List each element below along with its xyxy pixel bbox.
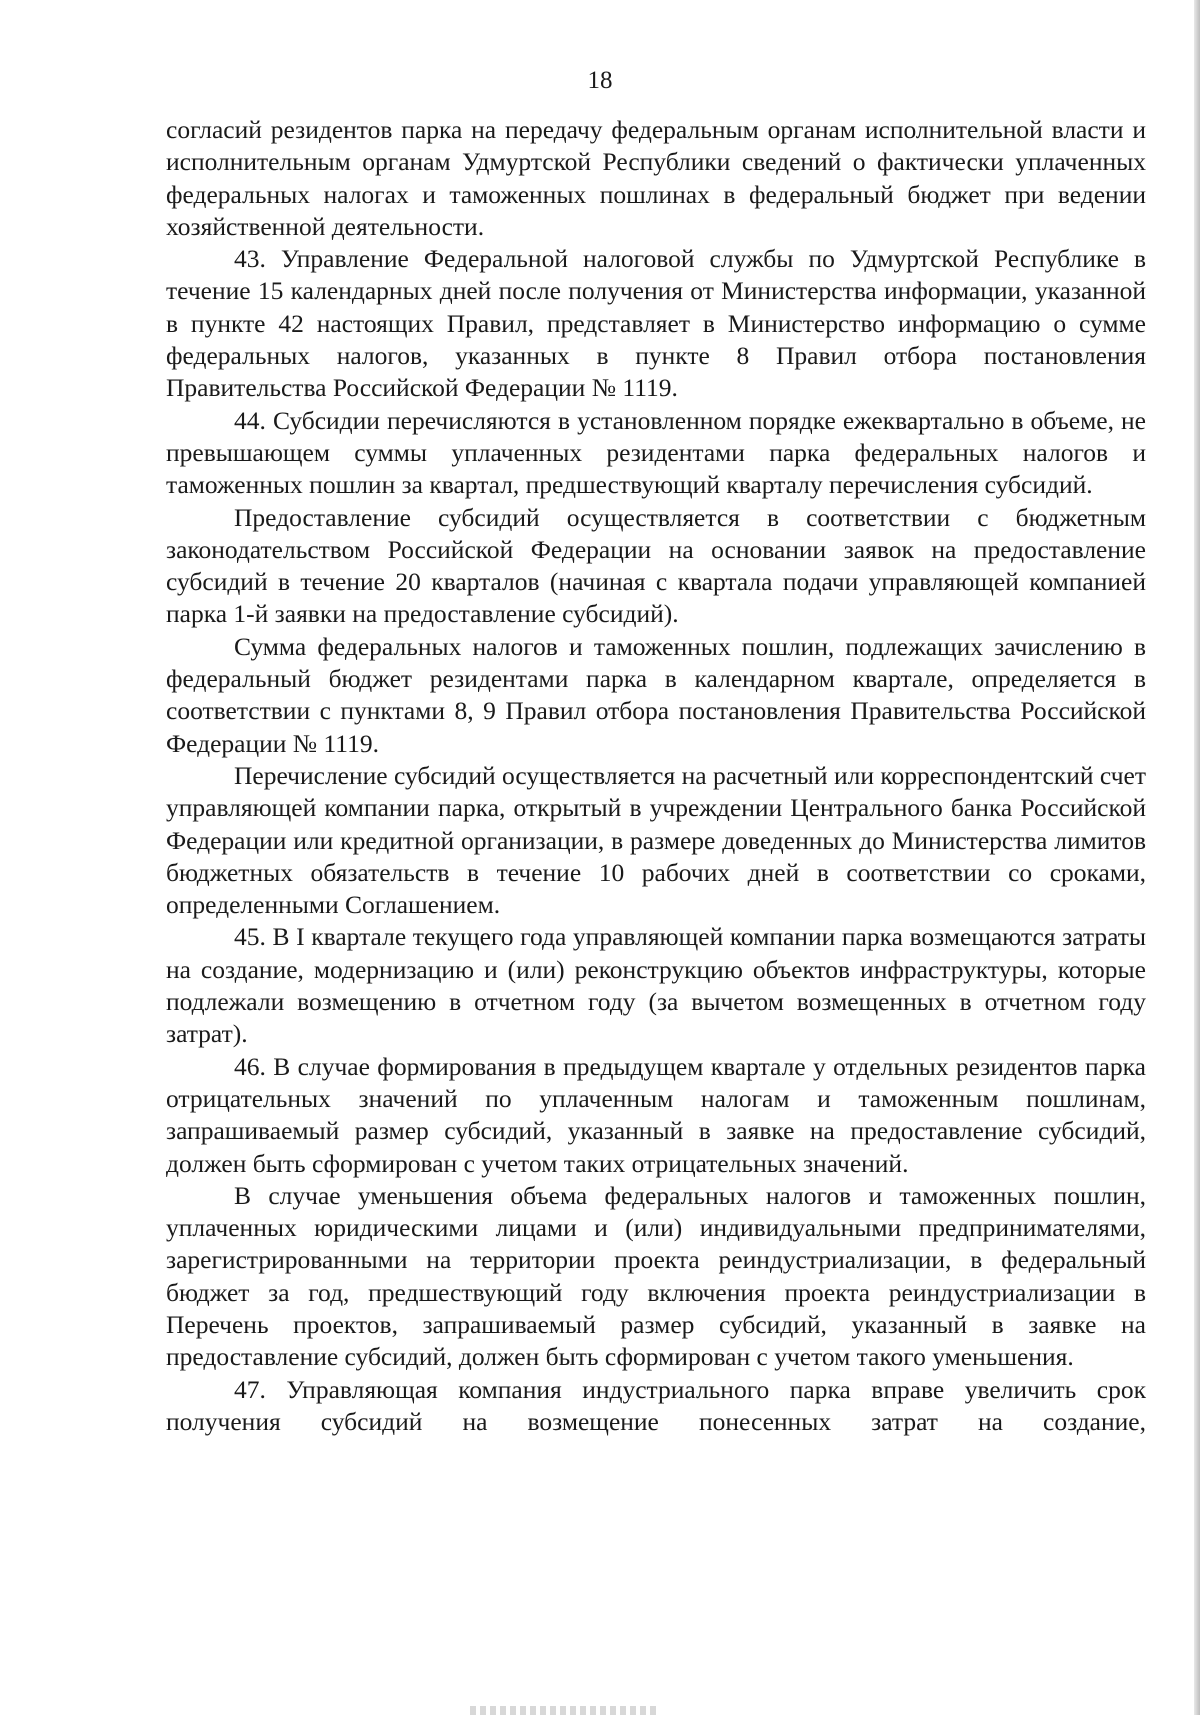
- paragraph-transfer: Перечисление субсидий осуществляется на расчетный или корреспондентский счет управляющей компании парка, открытый в учреждении Центрального банка Российской Федерации или кредитной организации, в размере доведенных до Министерства лимитов бюджетных обязательств в течение 10 рабочих дней в соответствии со сроками, определенными Соглашением.: [166, 760, 1146, 920]
- paragraph-45: 45. В I квартале текущего года управляющей компании парка возмещаются затраты на создание, модернизацию и (или) реконструкцию объектов инфраструктуры, которые подлежали возмещению в отчетном году (за вычетом возмещенных в отчетном году затрат).: [166, 922, 1146, 1049]
- paragraph-44: 44. Субсидии перечисляются в установленном порядке ежеквартально в объеме, не превышающем суммы уплаченных резидентами парка федеральных налогов и таможенных пошлин за квартал, предшествующий кварталу перечисления субсидий.: [166, 405, 1146, 500]
- paragraph-46: 46. В случае формирования в предыдущем квартале у отдельных резидентов парка отрицательных значений по уплаченным налогам и таможенным пошлинам, запрашиваемый размер субсидий, указанный в заявке на предоставление субсидий, должен быть сформирован с учетом таких отрицательных значений.: [166, 1051, 1146, 1178]
- paragraph-tax-amount: Сумма федеральных налогов и таможенных пошлин, подлежащих зачислению в федеральный бюджет резидентами парка в календарном квартале, определяется в соответствии с пунктами 8, 9 Правил отбора постановления Правительства Российской Федерации № 1119.: [166, 631, 1146, 758]
- paragraph-reduction: В случае уменьшения объема федеральных налогов и таможенных пошлин, уплаченных юридическими лицами и (или) индивидуальными предпринимателями, зарегистрированными на территории проекта реиндустриализации, в федеральный бюджет за год, предшествующий году включения проекта реиндустриализации в Перечень проектов, запрашиваемый размер субсидий, указанный в заявке на предоставление субсидий, должен быть сформирован с учетом такого уменьшения.: [166, 1180, 1146, 1372]
- paragraph-47: 47. Управляющая компания индустриального парка вправе увеличить срок получения субсидий на возмещение понесенных затрат на создание,: [166, 1374, 1146, 1436]
- paragraph-43: 43. Управление Федеральной налоговой службы по Удмуртской Республике в течение 15 календарных дней после получения от Министерства информации, указанной в пункте 42 настоящих Правил, представляет в Министерство информацию о сумме федеральных налогов, указанных в пункте 8 Правил отбора постановления Правительства Российской Федерации № 1119.: [166, 244, 1146, 403]
- page-number: 18: [587, 67, 613, 94]
- paragraph-continuation: согласий резидентов парка на передачу федеральным органам исполнительной власти и исполнительным органам Удмуртской Республики сведений о фактически уплаченных федеральных налогах и таможенных пошлинах в федеральный бюджет при ведении хозяйственной деятельности.: [166, 115, 1146, 241]
- page-edge-shadow: [1194, 0, 1200, 1715]
- document-body: [166, 114, 1146, 1438]
- paragraph-subsidy-provision: Предоставление субсидий осуществляется в соответствии с бюджетным законодательством Российской Федерации на основании заявок на предоставление субсидий в течение 20 кварталов (начиная с квартала подачи управляющей компанией парка 1-й заявки на предоставление субсидий).: [166, 502, 1146, 629]
- scan-artifact: [470, 1706, 660, 1715]
